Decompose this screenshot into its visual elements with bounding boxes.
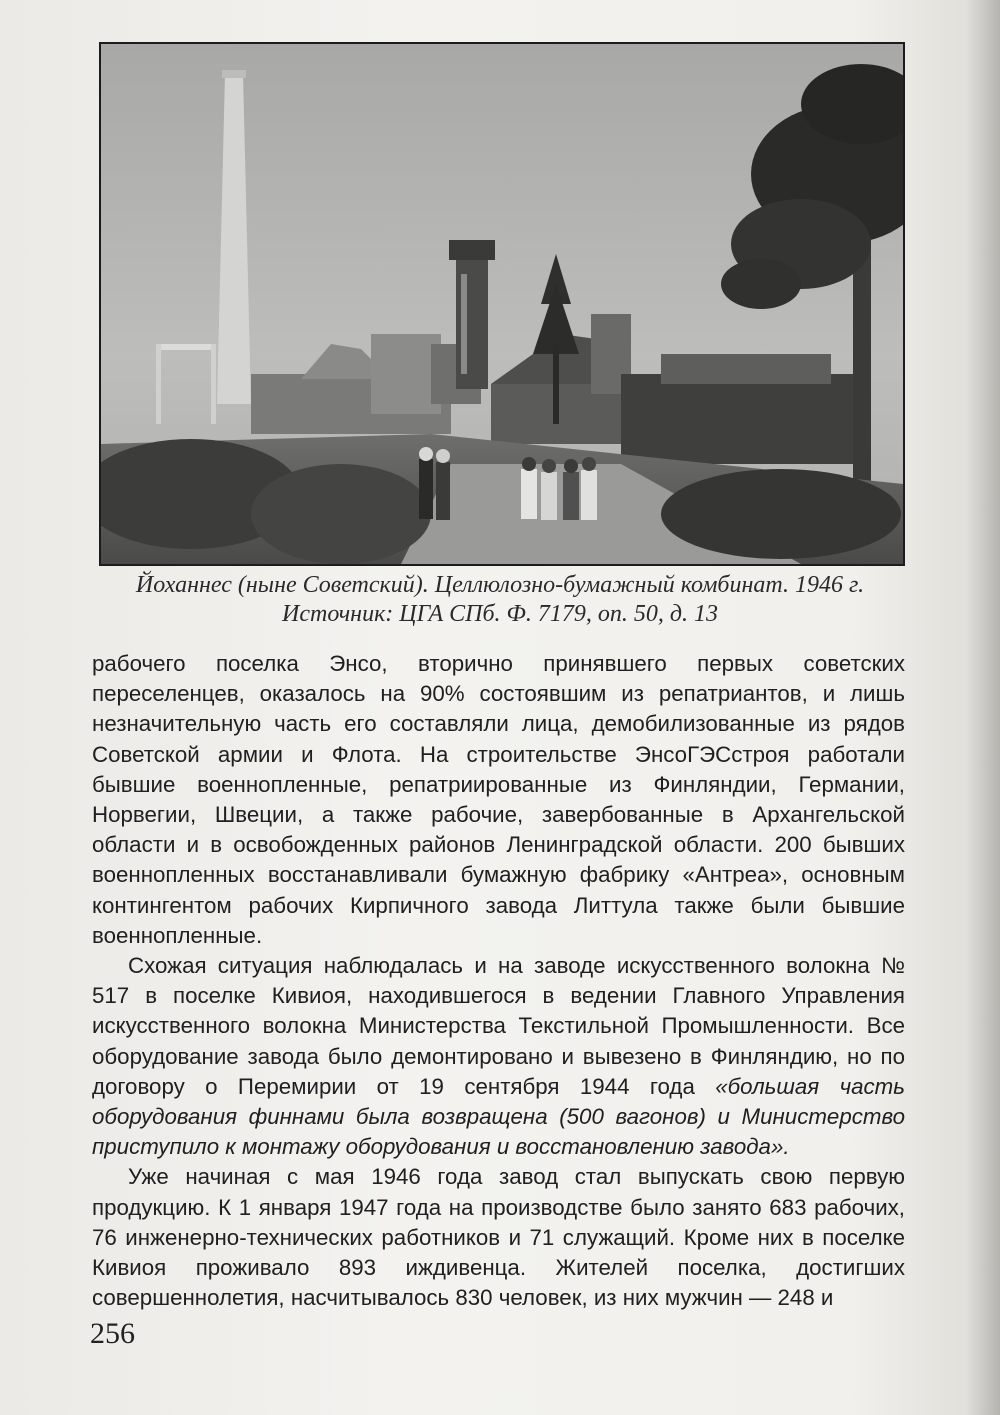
body-text: [92, 649, 905, 1313]
paragraph-3: Уже начиная с мая 1946 года завод стал выпускать свою первую продукцию. К 1 января 1947 года на производстве было занято 683 рабочих, 76 инженерно-технических работников и 71 служащий. Кроме них в поселке Кивиоя проживало 893 иждивенца. Жителей поселка, достигших совершеннолетия, насчитывалось 830 человек, из них мужчин — 248 и: [92, 1164, 905, 1311]
photo-caption-title: Йоханнес (ныне Советский). Целлюлозно-бумажный комбинат. 1946 г.: [135, 572, 865, 598]
factory-photo-image: [101, 44, 903, 564]
paragraph-2: [92, 951, 905, 1162]
photo-caption-source: Источник: ЦГА СПб. Ф. 7179, оп. 50, д. 13: [282, 601, 718, 627]
paragraph-1: рабочего поселка Энсо, вторично принявшего первых советских переселенцев, оказалось на 90% состоявшим из репатриантов, и лишь незначительную часть его составляли лица, демобилизованные из рядов Советской армии и Флота. На строительстве ЭнсоГЭСстроя работали бывшие военнопленные, репатриированные из Финляндии, Германии, Норвегии, Швеции, а также рабочие, завербованные в Архангельской области и в освобожденных районов Ленинградской области. 200 бывших военнопленных восстанавливали бумажную фабрику «Антреа», основным контингентом рабочих Кирпичного завода Литтула также были бывшие военнопленные.: [92, 651, 905, 948]
paragraph-2-quote: «большая часть оборудования финнами была возвращена (500 вагонов) и Министерство приступило к монтажу оборудования и восстановлению завода».: [92, 1073, 905, 1160]
paragraph-2-text: Схожая ситуация наблюдалась и на заводе искусственного волокна № 517 в поселке Кивиоя, находившегося в ведении Главного Управления искусственного волокна Министерства Текстильной Промышленности. Все оборудование завода было демонтировано и вывезено в Финляндию, но по договору о Перемирии от 19 сентября 1944 года: [92, 953, 905, 1099]
page-edge-shadow: [966, 0, 1000, 1415]
page-number: 256: [90, 1317, 135, 1350]
archive-photo: [99, 42, 905, 566]
